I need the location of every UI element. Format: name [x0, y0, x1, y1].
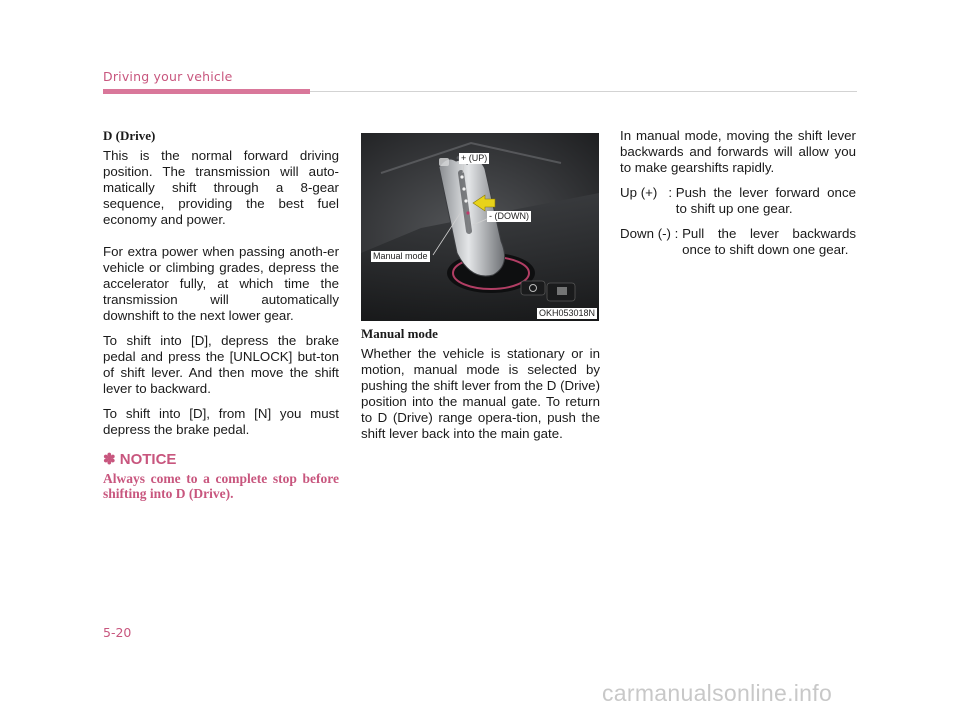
- manual-mode-intro: In manual mode, moving the shift lever backwards and forwards will allow you to make gearshifts rapidly.: [620, 128, 856, 175]
- right-column: [620, 128, 856, 267]
- figure-code: OKH053018N: [538, 308, 595, 318]
- down-term: Down (-) :: [620, 226, 683, 241]
- header-rule-accent: [103, 89, 310, 94]
- watermark: carmanualsonline.info: [602, 680, 833, 706]
- header-rule: [310, 91, 857, 92]
- shift-lever-figure: [361, 133, 599, 321]
- left-column: [103, 128, 339, 501]
- list-item: [620, 226, 856, 258]
- notice-title: ✽ NOTICE: [103, 451, 177, 468]
- list-item: [620, 185, 856, 217]
- notice-text: Always come to a complete stop before shifting into D (Drive).: [103, 471, 339, 501]
- up-term: Up (+) :: [620, 185, 676, 200]
- up-description: Push the lever forward once to shift up one gear.: [675, 185, 856, 216]
- down-description: Pull the lever backwards once to shift down one gear.: [682, 226, 856, 257]
- drive-paragraph: To shift into [D], depress the brake pedal and press the [UNLOCK] but-ton of shift lever. And then move the shift lever to backward.: [103, 333, 339, 396]
- label-up: + (UP): [461, 153, 488, 163]
- manual-mode-heading: Manual mode: [361, 326, 438, 341]
- page-number: 5-20: [103, 625, 132, 640]
- drive-paragraph: This is the normal forward driving position. The transmission will auto-matically shift through a 8-gear sequence, providing the best fuel economy and power.: [103, 148, 339, 227]
- drive-paragraph: For extra power when passing anoth-er vehicle or climbing grades, depress the accelerator fully, at which time the transmission will automatically downshift to the next lower gear.: [103, 244, 339, 323]
- label-manual-mode: Manual mode: [373, 251, 428, 261]
- label-down: - (DOWN): [489, 211, 529, 221]
- section-title: Driving your vehicle: [103, 69, 233, 84]
- drive-paragraph: To shift into [D], from [N] you must depress the brake pedal.: [103, 406, 339, 437]
- middle-column: [361, 326, 600, 451]
- manual-mode-paragraph: Whether the vehicle is stationary or in motion, manual mode is selected by pushing the shift lever from the D (Drive) position into the manual gate. To return to D (Drive) range opera-tion, push the shift lever back into the main gate.: [361, 346, 600, 441]
- drive-heading: D (Drive): [103, 128, 156, 143]
